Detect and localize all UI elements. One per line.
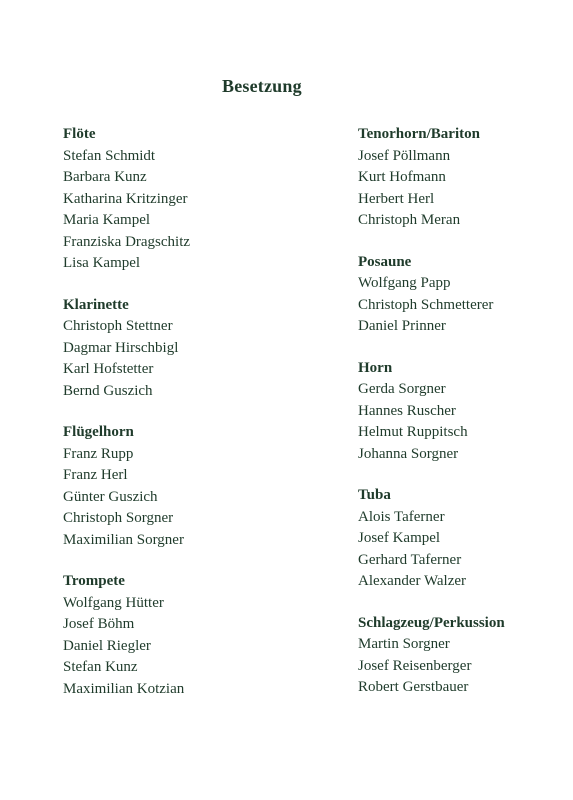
member-name: Christoph Sorgner <box>63 510 174 526</box>
section-heading: Schlagzeug/Perkussion <box>358 614 505 631</box>
member-name: Martin Sorgner <box>358 636 450 652</box>
member-name: Josef Pöllmann <box>358 147 451 164</box>
section-trompete <box>63 571 303 700</box>
member-name: Alexander Walzer <box>358 573 467 589</box>
section-heading: Flügelhorn <box>63 424 134 440</box>
left-column <box>63 124 303 720</box>
member-name: Christoph Stettner <box>63 318 173 334</box>
member-name: Maximilian Sorgner <box>63 531 184 548</box>
section-floete <box>63 124 303 275</box>
section-heading: Horn <box>358 359 393 376</box>
member-name: Bernd Guszich <box>63 382 153 399</box>
section-posaune <box>358 252 568 338</box>
member-name: Wolfgang Papp <box>358 275 451 291</box>
member-name: Robert Gerstbauer <box>358 679 469 695</box>
section-heading: Tenorhorn/Bariton <box>358 126 480 142</box>
member-name: Maximilian Kotzian <box>63 680 185 697</box>
member-name: Günter Guszich <box>63 488 158 505</box>
section-tuba <box>358 485 568 593</box>
page-title: Besetzung <box>222 76 302 96</box>
member-name: Karl Hofstetter <box>63 361 154 377</box>
member-name: Dagmar Hirschbigl <box>63 339 179 356</box>
member-name: Christoph Schmetterer <box>358 296 494 313</box>
member-name: Katharina Kritzinger <box>63 190 188 207</box>
section-heading: Trompete <box>63 573 125 589</box>
member-name: Gerda Sorgner <box>358 381 446 397</box>
member-name: Josef Kampel <box>358 530 441 546</box>
member-name: Stefan Kunz <box>63 659 138 675</box>
member-name: Josef Böhm <box>63 616 135 632</box>
member-name: Franz Herl <box>63 467 128 483</box>
member-name: Maria Kampel <box>63 212 151 228</box>
member-name: Herbert Herl <box>358 190 435 207</box>
member-name: Josef Reisenberger <box>358 657 472 674</box>
member-name: Gerhard Taferner <box>358 551 462 568</box>
member-name: Christoph Meran <box>358 212 461 228</box>
section-heading: Klarinette <box>63 296 129 313</box>
member-name: Lisa Kampel <box>63 255 141 271</box>
right-column <box>358 124 568 719</box>
section-schlagzeug-perkussion <box>358 613 568 699</box>
section-heading: Posaune <box>358 253 412 270</box>
member-name: Wolfgang Hütter <box>63 594 164 611</box>
member-name: Helmut Ruppitsch <box>358 424 468 440</box>
section-klarinette <box>63 295 303 403</box>
member-name: Barbara Kunz <box>63 169 147 185</box>
section-horn <box>358 358 568 466</box>
member-name: Daniel Riegler <box>63 637 151 654</box>
member-name: Daniel Prinner <box>358 318 446 334</box>
member-name: Franziska Dragschitz <box>63 233 191 250</box>
section-heading: Flöte <box>63 126 96 142</box>
section-fluegelhorn <box>63 422 303 551</box>
member-name: Alois Taferner <box>358 508 445 525</box>
member-name: Kurt Hofmann <box>358 169 446 185</box>
member-name: Stefan Schmidt <box>63 147 156 164</box>
section-heading: Tuba <box>358 487 391 503</box>
section-tenorhorn-bariton <box>358 124 568 232</box>
member-name: Johanna Sorgner <box>358 445 459 462</box>
member-name: Hannes Ruscher <box>358 402 456 419</box>
member-name: Franz Rupp <box>63 445 134 462</box>
